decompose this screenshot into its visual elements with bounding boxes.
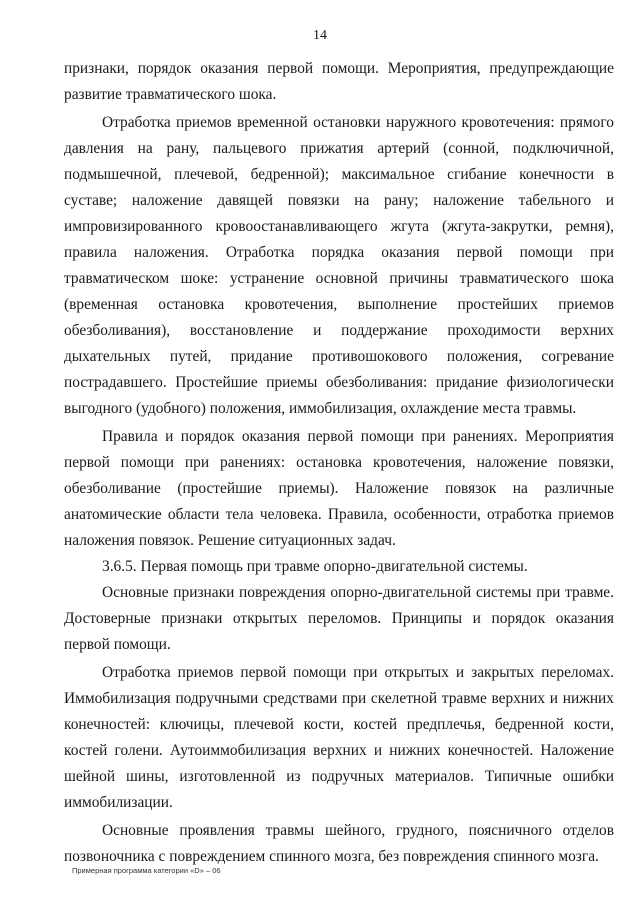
paragraph-musculoskeletal-signs: Основные признаки повреждения опорно-двигательной системы при травме. Достоверные признаки открытых переломов. Принципы и порядок оказания первой помощи. [64, 584, 614, 653]
page-number: 14 [313, 28, 327, 43]
paragraph-bleeding-control: Отработка приемов временной остановки наружного кровотечения: прямого давления на рану, пальцевого прижатия артерий (сонной, подключичной, подмышечной, плечевой, бедренной); максимальное сгибание конечности в суставе; наложение давящей повязки на рану; наложение табельного и импровизированного кровоостанавливающего жгута (жгута-закрутки, ремня), правила наложения. Отработка порядка оказания первой помощи при травматическом шоке: устранение основной причины травматического шока (временная остановка кровотечения, выполнение простейших приемов обезболивания), восстановление и поддержание проходимости верхних дыхательных путей, придание противошокового положения, согревание пострадавшего. Простейшие приемы обезболивания: придание физиологически выгодного (удобного) положения, иммобилизация, охлаждение места травмы. [64, 114, 614, 417]
section-heading-3-6-5: 3.6.5. Первая помощь при травме опорно-двигательной системы. [102, 558, 528, 575]
paragraph-spine-injury: Основные проявления травмы шейного, грудного, поясничного отделов позвоночника с повреждением спинного мозга, без повреждения спинного мозга. [64, 822, 614, 865]
paragraph-fractures: Отработка приемов первой помощи при открытых и закрытых переломах. Иммобилизация подручными средствами при скелетной травме верхних и нижних конечностей: ключицы, плечевой кости, костей предплечья, бедренной кости, костей голени. Аутоиммобилизация верхних и нижних конечностей. Наложение шейной шины, изготовленной из подручных материалов. Типичные ошибки иммобилизации. [64, 664, 614, 811]
paragraph-wounds: Правила и порядок оказания первой помощи при ранениях. Мероприятия первой помощи при ранениях: остановка кровотечения, наложение повязки, обезболивание (простейшие приемы). Наложение повязок на различные анатомические области тела человека. Правила, особенности, отработка приемов наложения повязок. Решение ситуационных задач. [64, 428, 614, 549]
paragraph-continuation: признаки, порядок оказания первой помощи. Мероприятия, предупреждающие развитие травматического шока. [64, 60, 614, 103]
page-body [64, 56, 614, 870]
page-footer: Примерная программа категории «D» – 06 [72, 866, 221, 875]
